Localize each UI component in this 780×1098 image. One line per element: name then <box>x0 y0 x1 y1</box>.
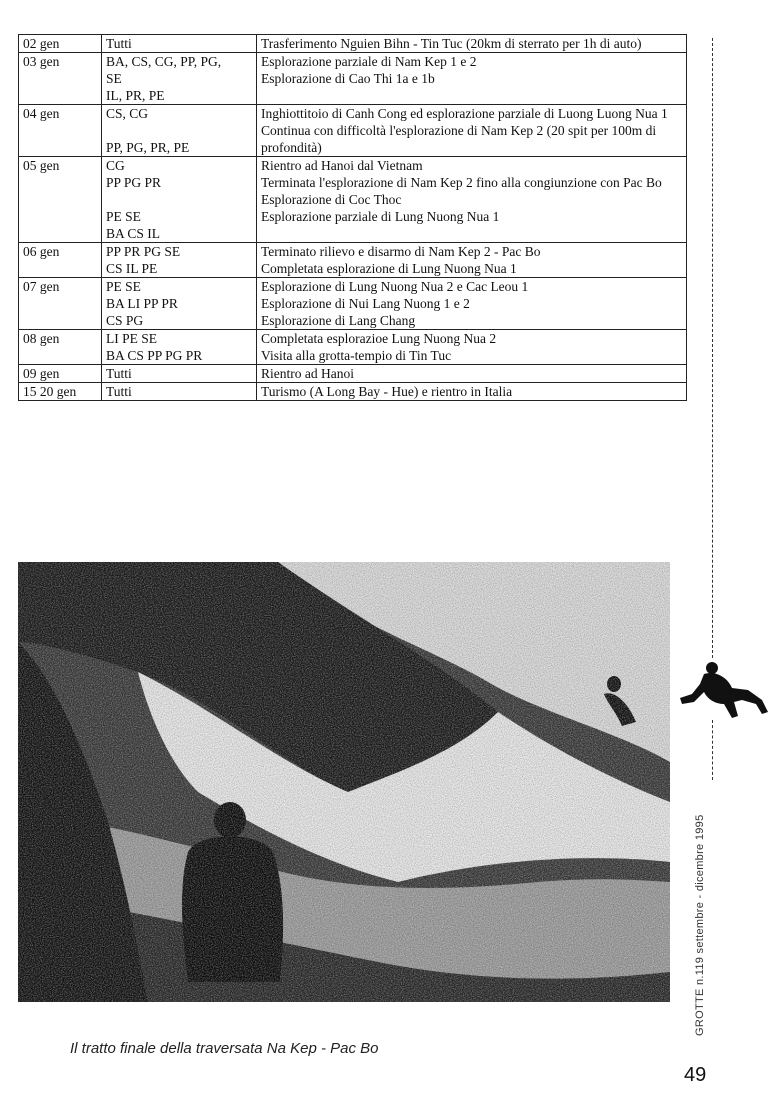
date-cell: 07 gen <box>19 278 102 330</box>
date-cell: 06 gen <box>19 243 102 278</box>
team-cell: Tutti <box>102 383 257 401</box>
schedule-row <box>19 243 687 278</box>
page-number: 49 <box>684 1064 707 1086</box>
activity-cell: Turismo (A Long Bay - Hue) e rientro in Italia <box>257 383 687 401</box>
date-cell: 03 gen <box>19 53 102 105</box>
team-cell: Tutti <box>102 365 257 383</box>
margin-dashed-line-top <box>712 38 713 658</box>
activity-cell: Inghiottitoio di Canh Cong ed esplorazione parziale di Luong Luong Nua 1 Continua con difficoltà l'esplorazione di Nam Kep 2 (20 spit per 100m di profondità) <box>257 105 687 157</box>
cave-photo-image <box>18 562 670 1002</box>
schedule-row <box>19 105 687 157</box>
activity-cell: Terminato rilievo e disarmo di Nam Kep 2 - Pac Bo Completata esplorazione di Lung Nuong Nua 1 <box>257 243 687 278</box>
photo-caption: Il tratto finale della traversata Na Kep - Pac Bo <box>70 1040 379 1057</box>
activity-cell: Esplorazione di Lung Nuong Nua 2 e Cac Leou 1 Esplorazione di Nui Lang Nuong 1 e 2 Esplorazione di Lang Chang <box>257 278 687 330</box>
activity-cell: Rientro ad Hanoi dal Vietnam Terminata l'esplorazione di Nam Kep 2 fino alla congiunzione con Pac Bo Esplorazione di Coc Thoc Esplorazione parziale di Lung Nuong Nua 1 <box>257 157 687 243</box>
activity-cell: Completata esplorazioe Lung Nuong Nua 2 Visita alla grotta-tempio di Tin Tuc <box>257 330 687 365</box>
team-cell: PE SE BA LI PP PR CS PG <box>102 278 257 330</box>
schedule-row <box>19 53 687 105</box>
date-cell: 05 gen <box>19 157 102 243</box>
cave-photo <box>18 562 670 1002</box>
expedition-schedule-table <box>18 34 687 401</box>
schedule-row <box>19 278 687 330</box>
date-cell: 04 gen <box>19 105 102 157</box>
schedule-row <box>19 157 687 243</box>
magazine-issue-label: GROTTE n.119 settembre - dicembre 1995 <box>694 814 706 1036</box>
activity-cell: Rientro ad Hanoi <box>257 365 687 383</box>
schedule-row <box>19 35 687 53</box>
date-cell: 08 gen <box>19 330 102 365</box>
caver-rappel-icon <box>676 660 772 724</box>
team-cell: PP PR PG SE CS IL PE <box>102 243 257 278</box>
date-cell: 02 gen <box>19 35 102 53</box>
date-cell: 09 gen <box>19 365 102 383</box>
schedule-row <box>19 365 687 383</box>
team-cell: BA, CS, CG, PP, PG, SE IL, PR, PE <box>102 53 257 105</box>
activity-cell: Trasferimento Nguien Bihn - Tin Tuc (20km di sterrato per 1h di auto) <box>257 35 687 53</box>
activity-cell: Esplorazione parziale di Nam Kep 1 e 2 Esplorazione di Cao Thi 1a e 1b <box>257 53 687 105</box>
margin-dashed-line-bottom <box>712 720 713 780</box>
schedule-row <box>19 383 687 401</box>
team-cell: Tutti <box>102 35 257 53</box>
date-cell: 15 20 gen <box>19 383 102 401</box>
team-cell: LI PE SE BA CS PP PG PR <box>102 330 257 365</box>
schedule-body <box>19 35 687 401</box>
schedule-row <box>19 330 687 365</box>
team-cell: CS, CG PP, PG, PR, PE <box>102 105 257 157</box>
team-cell: CG PP PG PR PE SE BA CS IL <box>102 157 257 243</box>
